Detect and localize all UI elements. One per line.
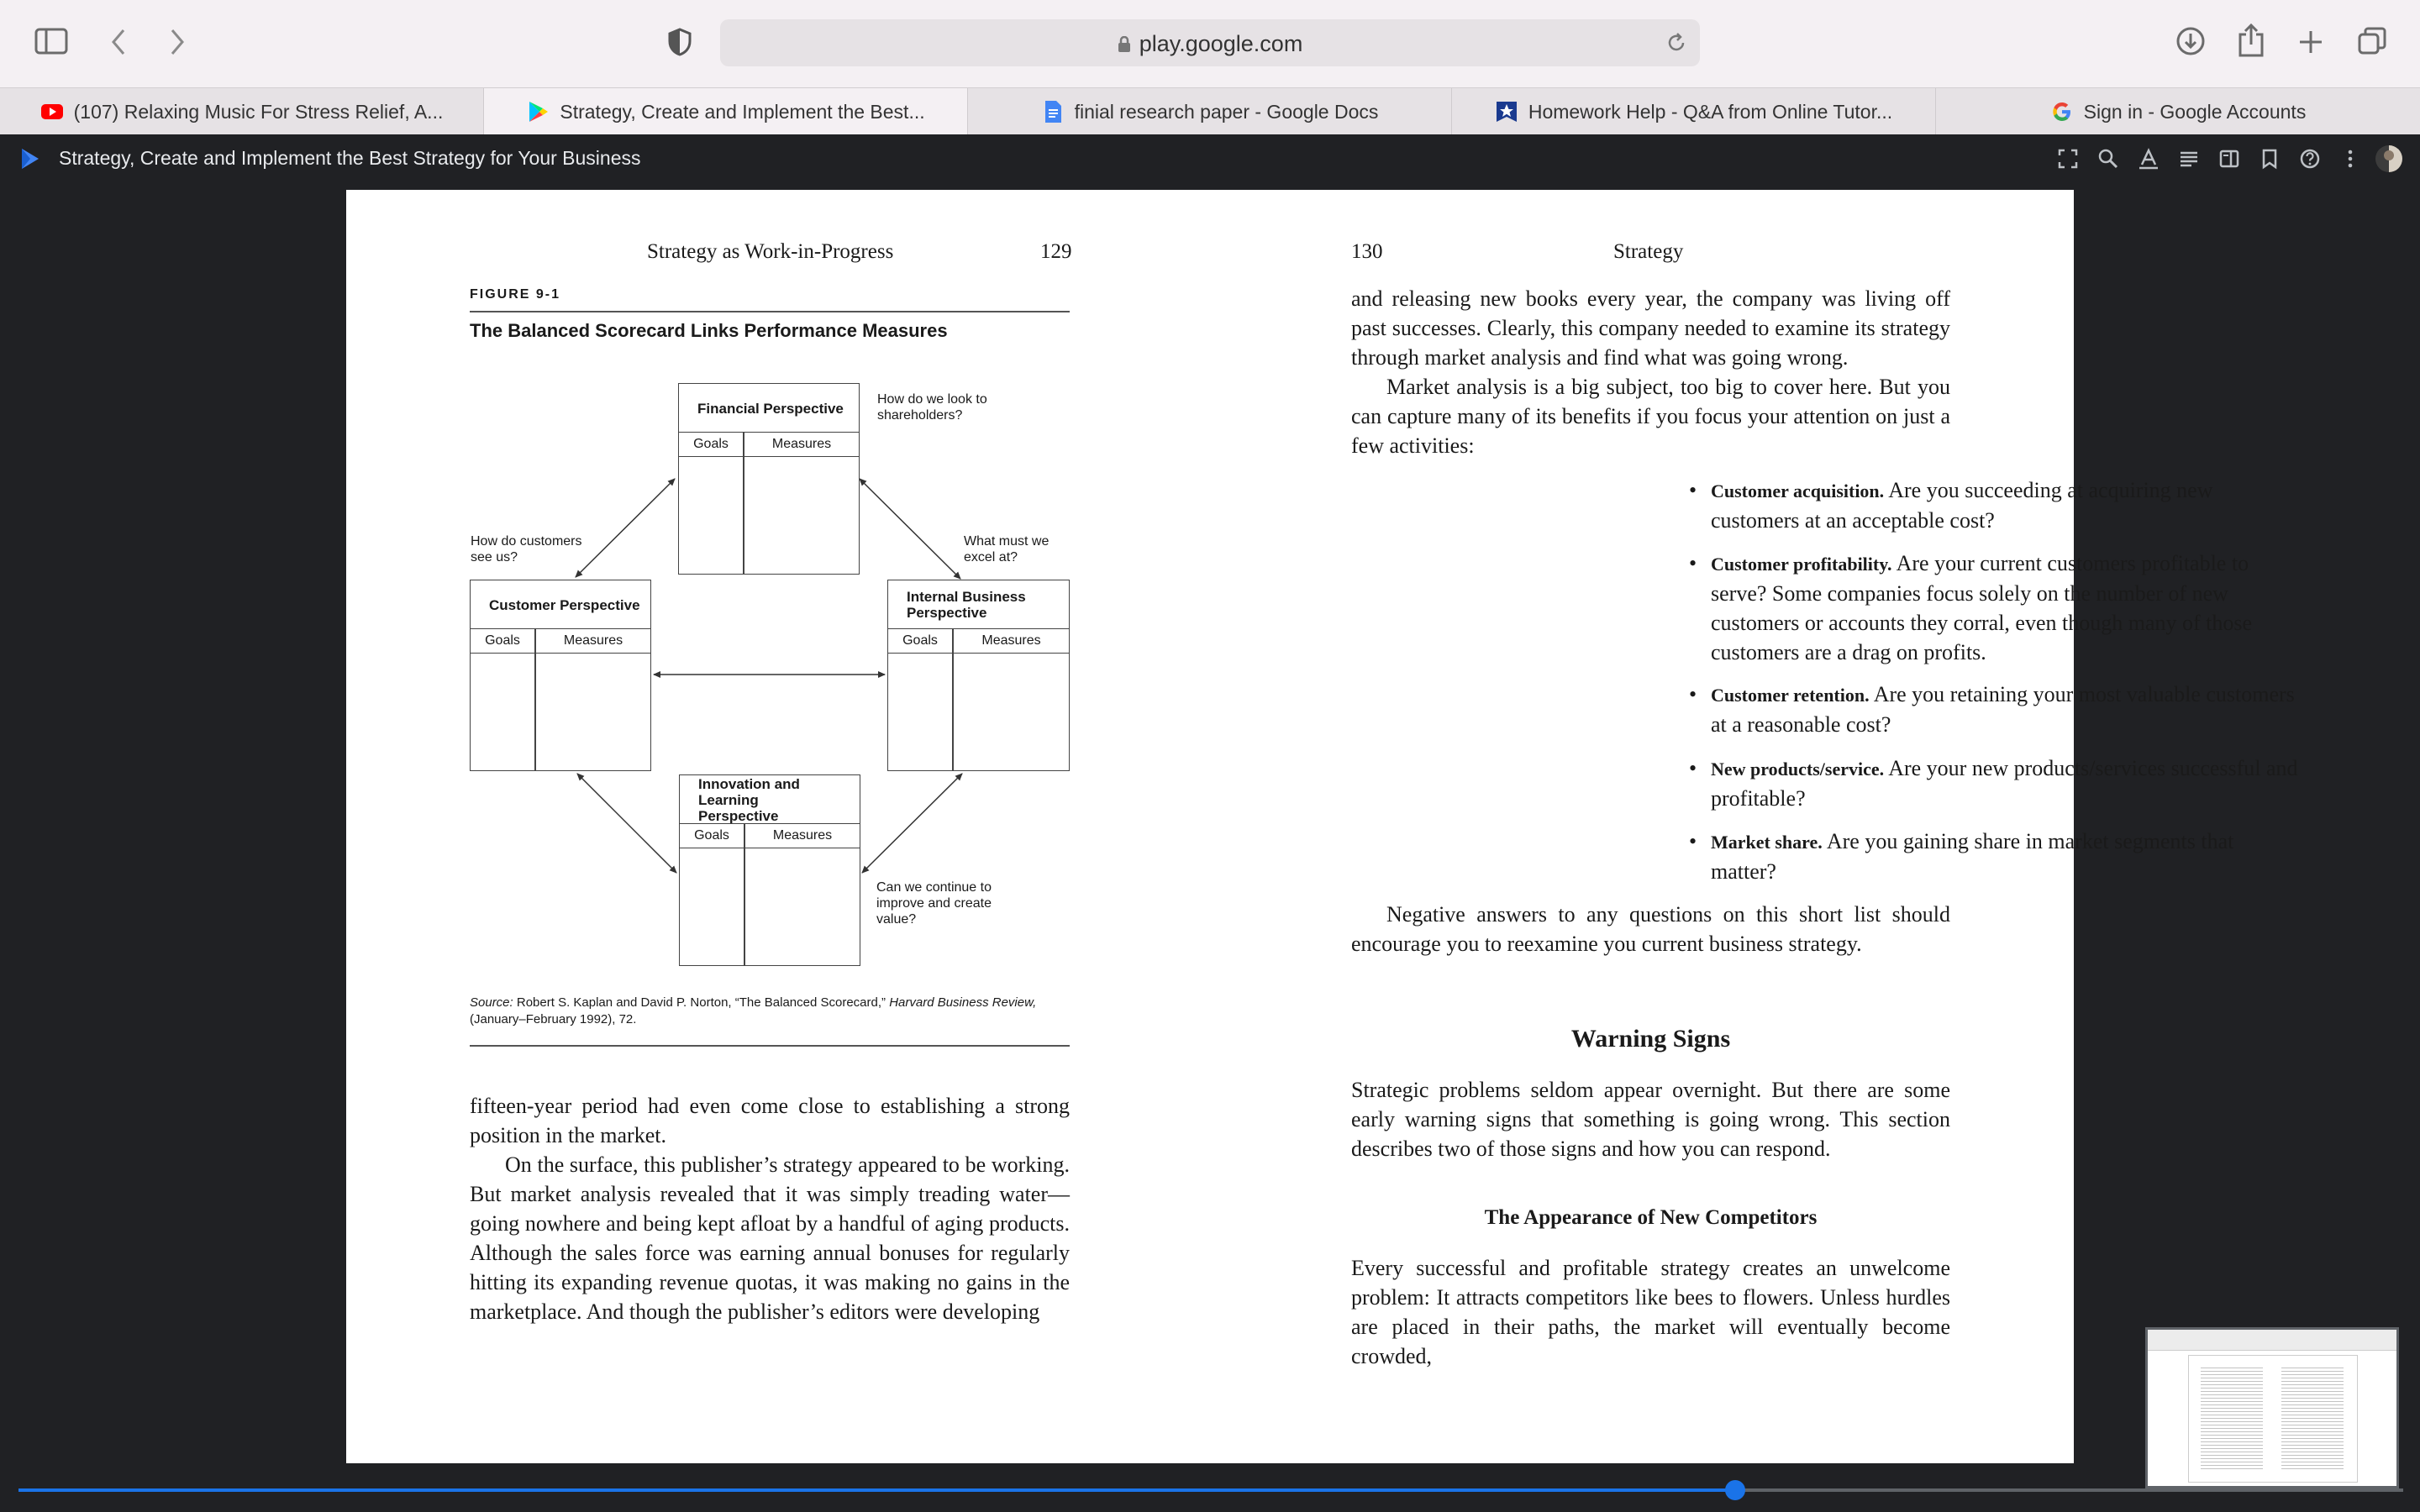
tab-homework-help[interactable] [1452,88,1936,135]
bookmark-icon[interactable] [2259,148,2281,170]
youtube-icon [40,100,64,123]
source-label: Source: [470,995,513,1010]
more-options-icon[interactable] [2339,148,2361,170]
source-date: (January–February 1992), 72. [470,1012,637,1026]
tab-label: Homework Help - Q&A from Online Tutor... [1528,100,1893,123]
figure-title: The Balanced Scorecard Links Performance Measures [470,320,948,341]
goals-measures-header [679,432,859,457]
new-tab-icon[interactable] [2296,27,2326,57]
goals-label: Goals [694,828,729,843]
customers-question: How do customers see us? [471,534,582,564]
tab-google-docs[interactable] [968,88,1452,135]
bullet-term: Market share. [1711,832,1823,853]
url-label: play.google.com [1139,31,1303,56]
subsection-heading: The Appearance of New Competitors [1484,1206,1818,1229]
arrow-internal-innovation [862,774,962,873]
downloads-icon[interactable] [2175,25,2207,57]
left-running-head: Strategy as Work-in-Progress [647,240,894,263]
bullet-text: Are you retaining your most valuable customers at a reasonable cost? [1711,682,2295,737]
right-paragraph-5: Every successful and profitable strategy creates an unwelcome problem: It attracts competitors like bees to flowers. Unless hurdles are placed in their paths, the market will eventually become crowded, [1351,1256,1950,1368]
bullet-item [1689,475,2299,535]
google-docs-icon [1041,100,1065,123]
tab-google-sign-in[interactable] [1936,88,2420,135]
right-paragraph-3: Negative answers to any questions on this short list should encourage you to reexamine you current business strategy. [1351,902,1950,956]
financial-perspective-box [678,383,860,575]
page-preview-thumbnail[interactable] [2145,1327,2399,1488]
measures-label: Measures [563,633,623,648]
forward-icon[interactable] [165,25,190,59]
box-title: Internal Business Perspective [907,589,1026,621]
help-icon[interactable] [2299,148,2321,170]
bullet-item [1689,753,2299,813]
tab-overview-icon[interactable] [2356,25,2388,57]
column-divider [952,628,954,770]
lock-icon [1118,33,1131,50]
url-text [720,31,1700,57]
tab-label: Strategy, Create and Implement the Best... [560,100,925,123]
sidebar-toggle-icon[interactable] [34,27,69,55]
bullet-term: Customer acquisition. [1711,480,1885,501]
source-authors: Robert S. Kaplan and David P. Norton, “The Balanced Scorecard,” [516,995,886,1010]
excel-question: What must we excel at? [964,534,1050,564]
right-page-number: 130 [1351,240,1383,263]
box-title: Customer Perspective [489,596,640,613]
google-icon [2050,100,2074,123]
left-paragraph-1: fifteen-year period had even come close to establishing a strong position in the market. [470,1094,1070,1147]
goals-label: Goals [902,633,938,648]
customer-perspective-box [470,580,651,771]
bullet-text: Are you gaining share in market segments that matter? [1711,829,2234,884]
column-divider [744,823,745,965]
reader-header [0,134,2420,183]
internal-business-perspective-box [887,580,1070,771]
search-icon[interactable] [2097,148,2119,170]
figure-rule-bottom [470,1045,1070,1047]
right-paragraph-4: Strategic problems seldom appear overnight. But there are some early warning signs that something is going wrong. This section describes two of those signs and how you can respond. [1351,1078,1950,1161]
fullscreen-icon[interactable] [2057,148,2079,170]
book-title: Strategy, Create and Implement the Best Strategy for Your Business [59,147,641,169]
account-avatar[interactable] [2375,144,2403,173]
tab-label: (107) Relaxing Music For Stress Relief, A... [73,100,444,123]
arrow-financial-internal [860,479,960,579]
section-heading: Warning Signs [1570,1025,1731,1053]
right-paragraph-2: Market analysis is a big subject, too big to cover here. But you can capture many of its benefits if you focus your attention on just a few activities: [1351,375,1950,458]
reading-progress-slider[interactable] [1725,1480,1745,1500]
back-icon[interactable] [106,25,131,59]
bullet-text: Are your new products/services successful and profitable? [1711,756,2298,811]
box-title: Financial Perspective [697,400,844,417]
measures-label: Measures [981,633,1041,648]
bullet-dot: • [1689,551,1697,575]
measures-label: Measures [772,828,833,843]
reading-progress-fill [18,1488,1735,1492]
thumb-strip [2148,1330,2396,1351]
column-divider [534,628,536,770]
thumb-text-left [2201,1368,2263,1470]
left-page-number: 129 [1040,240,1072,263]
tab-google-play-book[interactable] [484,88,968,135]
bullet-dot: • [1689,829,1697,853]
tab-label: Sign in - Google Accounts [2083,100,2307,123]
bullet-text: Are you succeeding at acquiring new customers at an acceptable cost? [1711,478,2213,533]
bullet-item [1689,549,2299,667]
innovation-learning-perspective-box [679,774,860,966]
thumb-text-right [2281,1368,2344,1470]
source-journal: Harvard Business Review, [889,995,1037,1010]
goals-measures-header [888,628,1069,654]
shareholders-question: How do we look to shareholders? [877,392,987,423]
reload-icon[interactable] [1665,31,1688,55]
bullet-item [1689,680,2299,739]
bullet-dot: • [1689,478,1697,502]
reading-progress-track [1735,1488,2403,1492]
bullet-item [1689,827,2299,886]
box-title: Innovation and Learning Perspective [698,775,800,824]
improve-question: Can we continue to improve and create value? [876,880,992,927]
star-badge-icon [1495,100,1518,123]
goals-measures-header [680,823,860,848]
bullet-term: New products/service. [1711,759,1885,780]
goals-label: Goals [693,437,729,451]
figure-source [470,995,1070,1028]
column-divider [743,432,744,574]
bullet-term: Customer retention. [1711,685,1870,706]
address-bar[interactable] [720,19,1700,66]
bullet-text: Are your current customers profitable to serve? Some companies focus solely on the number of new customers or accounts they corral, even though many of those customers are a drag on profits. [1711,551,2253,664]
book-spread [346,190,2298,1463]
thumb-page [2188,1355,2358,1483]
tab-bar [0,87,2420,136]
figure-label: FIGURE 9-1 [470,287,561,302]
google-play-icon [526,100,550,123]
privacy-shield-icon[interactable] [667,27,692,57]
goals-measures-header [471,628,650,654]
bullet-dot: • [1689,682,1697,706]
measures-label: Measures [771,437,832,451]
right-paragraph-1: and releasing new books every year, the company was living off past successes. Clearly, this company needed to examine its strategy through market analysis and find what was going wrong. [1351,286,1950,370]
goals-label: Goals [485,633,520,648]
notes-panel-icon[interactable] [2218,148,2240,170]
tab-label: finial research paper - Google Docs [1074,100,1379,123]
table-of-contents-icon[interactable] [2178,148,2200,170]
browser-toolbar [0,0,2420,87]
bullet-dot: • [1689,756,1697,780]
right-running-head: Strategy [1613,240,1684,263]
tab-youtube[interactable] [0,88,484,135]
left-paragraph-2: On the surface, this publisher’s strategy appeared to be working. But market analysis revealed that it was simply treading water—going nowhere and being kept afloat by a handful of aging products. Although the sales force was earning annual bonuses for regularly hitting its expanding revenue quotas, it was making no gains in the marketplace. And though the publisher’s editors were developing [470,1152,1070,1324]
bullet-term: Customer profitability. [1711,554,1892,575]
play-books-logo-icon [17,146,42,171]
text-style-icon[interactable] [2138,148,2160,170]
arrow-customer-innovation [577,774,676,873]
share-icon[interactable] [2235,22,2267,59]
